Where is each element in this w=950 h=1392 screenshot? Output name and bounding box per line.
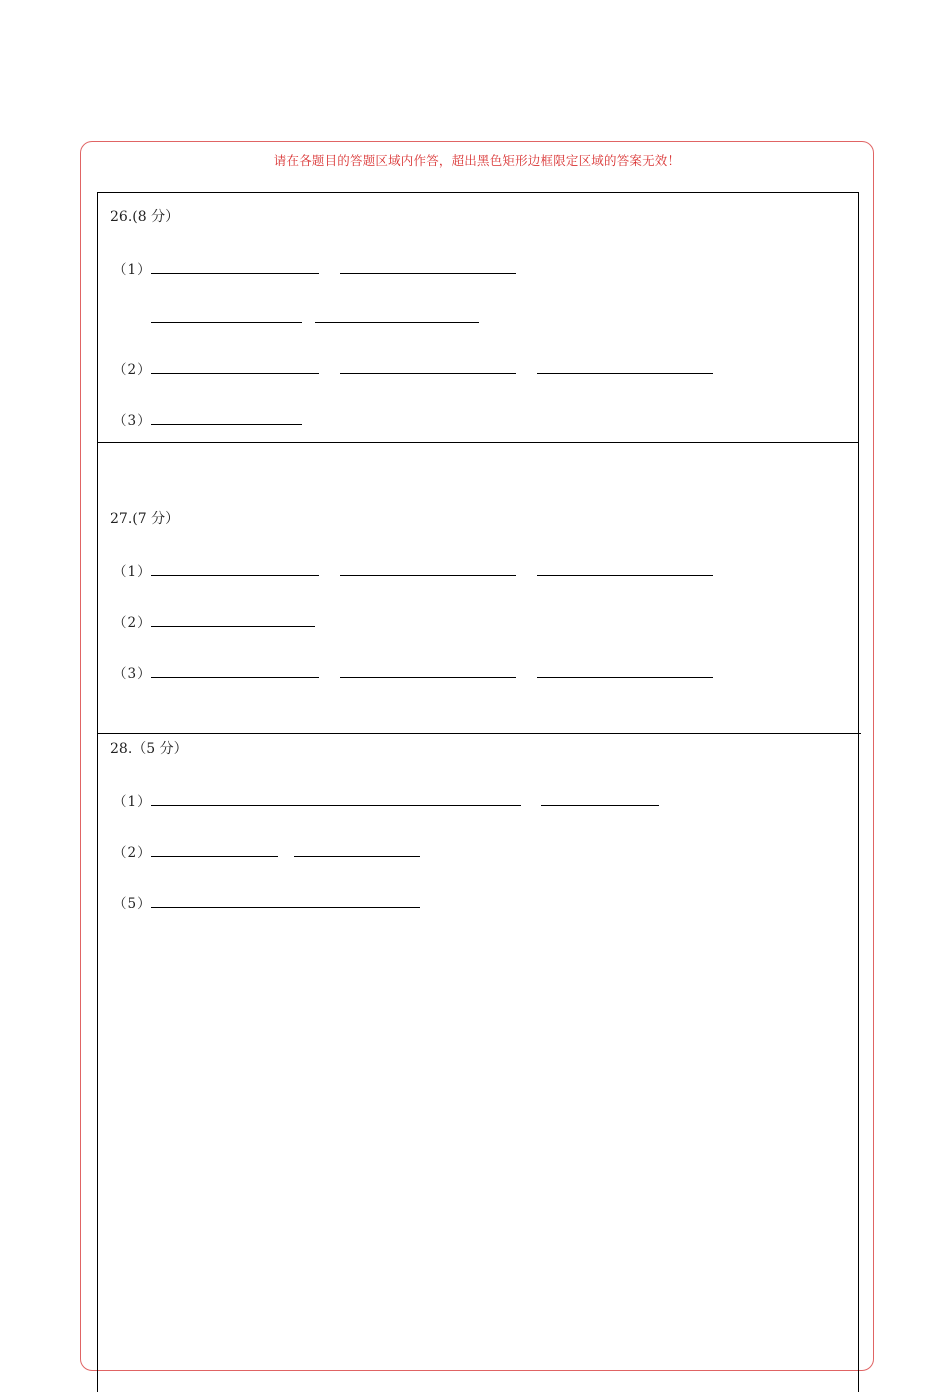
q27-part3-blank-1[interactable] — [151, 677, 319, 678]
q26-title: 26.(8 分） — [110, 209, 180, 225]
q27-title: 27.(7 分） — [110, 511, 180, 527]
q28-part2-blank-2[interactable] — [294, 856, 420, 857]
q27-divider — [97, 733, 861, 734]
q28-part1-blank-2[interactable] — [541, 805, 659, 806]
q26-part3-blank-1[interactable] — [151, 424, 302, 425]
q27-part3-label: （3） — [113, 666, 152, 682]
answer-box — [97, 192, 859, 1392]
q26-part1-blank-2[interactable] — [340, 273, 516, 274]
q28-part5-label: （5） — [113, 896, 152, 912]
q26-part1-label: （1） — [113, 262, 152, 278]
q28-part5-blank-1[interactable] — [151, 907, 420, 908]
answer-area-notice: 请在各题目的答题区域内作答，超出黑色矩形边框限定区域的答案无效！ — [273, 153, 681, 168]
q28-title: 28.（5 分） — [110, 741, 188, 757]
q27-part2-label: （2） — [113, 615, 152, 631]
q27-part1-blank-3[interactable] — [537, 575, 713, 576]
q28-part2-label: （2） — [113, 845, 152, 861]
q27-part3-blank-2[interactable] — [340, 677, 516, 678]
q26-part2-blank-3[interactable] — [537, 373, 713, 374]
q26-part2-blank-1[interactable] — [151, 373, 319, 374]
q26-part1-blank-1[interactable] — [151, 273, 319, 274]
q27-part2-blank-1[interactable] — [151, 626, 315, 627]
q28-part2-blank-1[interactable] — [151, 856, 278, 857]
q26-divider — [97, 442, 859, 443]
q26-part3-label: （3） — [113, 413, 152, 429]
q27-part3-blank-3[interactable] — [537, 677, 713, 678]
q28-part1-label: （1） — [113, 794, 152, 810]
q28-part1-blank-1[interactable] — [151, 805, 521, 806]
q26-part2-blank-2[interactable] — [340, 373, 516, 374]
q27-part1-blank-1[interactable] — [151, 575, 319, 576]
q27-part1-label: （1） — [113, 564, 152, 580]
q26-part1-blank-3[interactable] — [151, 322, 302, 323]
q27-part1-blank-2[interactable] — [340, 575, 516, 576]
q26-part1-blank-4[interactable] — [315, 322, 479, 323]
q26-part2-label: （2） — [113, 362, 152, 378]
